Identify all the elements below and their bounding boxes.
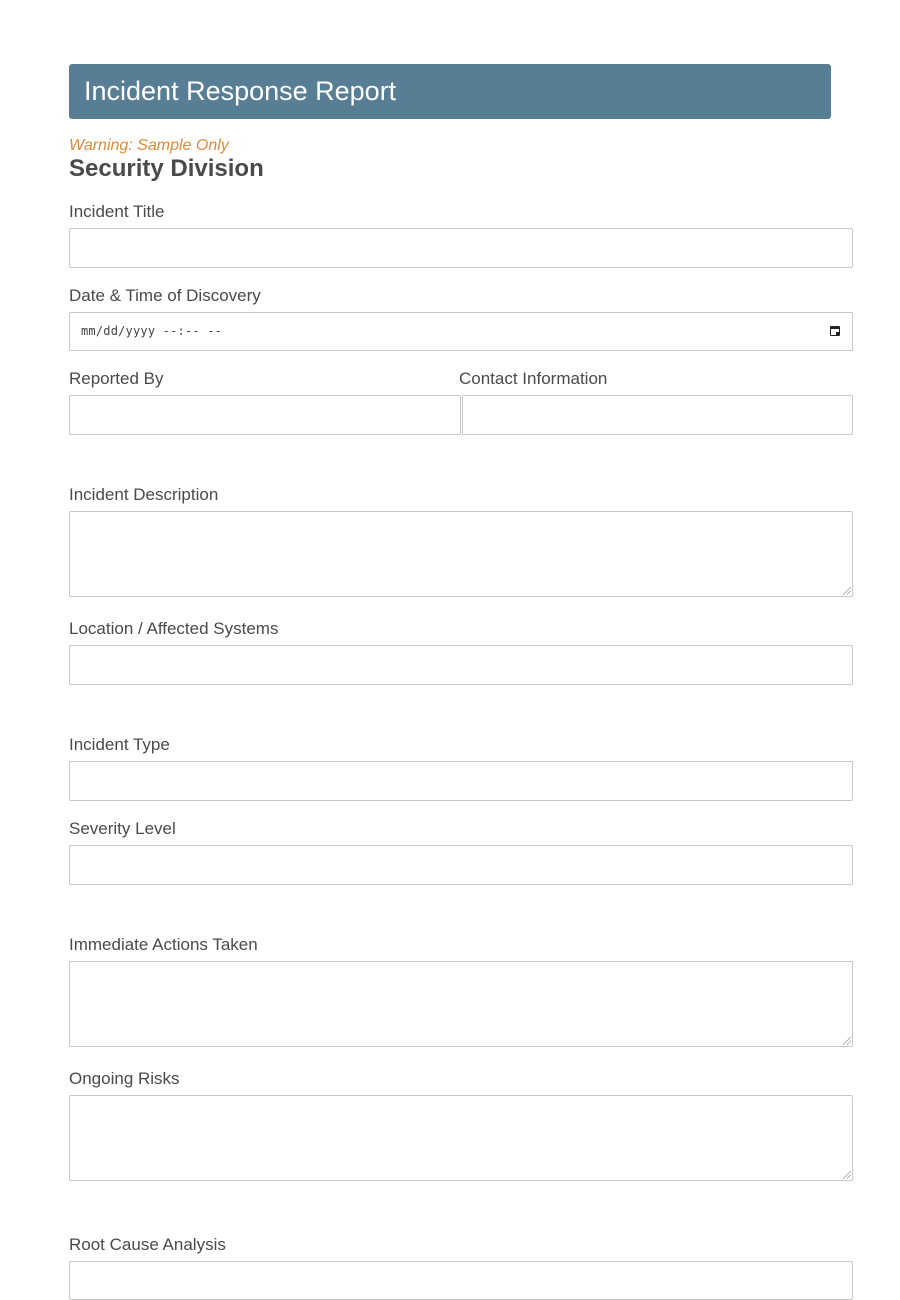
field-severity (69, 819, 853, 839)
field-risks (69, 1069, 853, 1089)
root-cause-label: Root Cause Analysis (69, 1235, 226, 1254)
field-contact (459, 369, 853, 389)
field-type (69, 735, 853, 755)
field-incident-title (69, 202, 853, 222)
incident-title-input[interactable] (69, 228, 853, 268)
incident-title-label: Incident Title (69, 202, 165, 221)
resize-handle-icon[interactable] (843, 1171, 851, 1179)
header-bar (69, 64, 831, 119)
type-input[interactable] (69, 761, 853, 801)
division-heading: Security Division (69, 155, 264, 182)
discovery-placeholder: mm/dd/yyyy --:-- -- (81, 324, 223, 338)
discovery-label: Date & Time of Discovery (69, 286, 261, 305)
reported-by-label: Reported By (69, 369, 164, 388)
type-label: Incident Type (69, 735, 170, 754)
severity-label: Severity Level (69, 819, 176, 838)
reported-by-input[interactable] (69, 395, 461, 435)
report-form (69, 64, 853, 1254)
field-description (69, 485, 853, 505)
description-label: Incident Description (69, 485, 219, 504)
root-cause-textarea[interactable] (69, 1261, 853, 1300)
actions-label: Immediate Actions Taken (69, 935, 258, 954)
field-actions (69, 935, 853, 955)
field-location (69, 619, 853, 639)
severity-input[interactable] (69, 845, 853, 885)
calendar-icon[interactable] (830, 326, 840, 336)
discovery-datetime-input[interactable] (69, 312, 853, 351)
location-label: Location / Affected Systems (69, 619, 279, 638)
resize-handle-icon[interactable] (843, 587, 851, 595)
location-input[interactable] (69, 645, 853, 685)
risks-label: Ongoing Risks (69, 1069, 180, 1088)
field-reported-by (69, 369, 459, 389)
field-root-cause (69, 1235, 853, 1255)
risks-textarea[interactable] (69, 1095, 853, 1181)
warning-note: Warning: Sample Only (69, 137, 229, 154)
contact-label: Contact Information (459, 369, 608, 388)
page-title: Incident Response Report (84, 76, 397, 106)
resize-handle-icon[interactable] (843, 1037, 851, 1045)
actions-textarea[interactable] (69, 961, 853, 1047)
contact-input[interactable] (462, 395, 853, 435)
description-textarea[interactable] (69, 511, 853, 597)
field-discovery (69, 286, 853, 306)
